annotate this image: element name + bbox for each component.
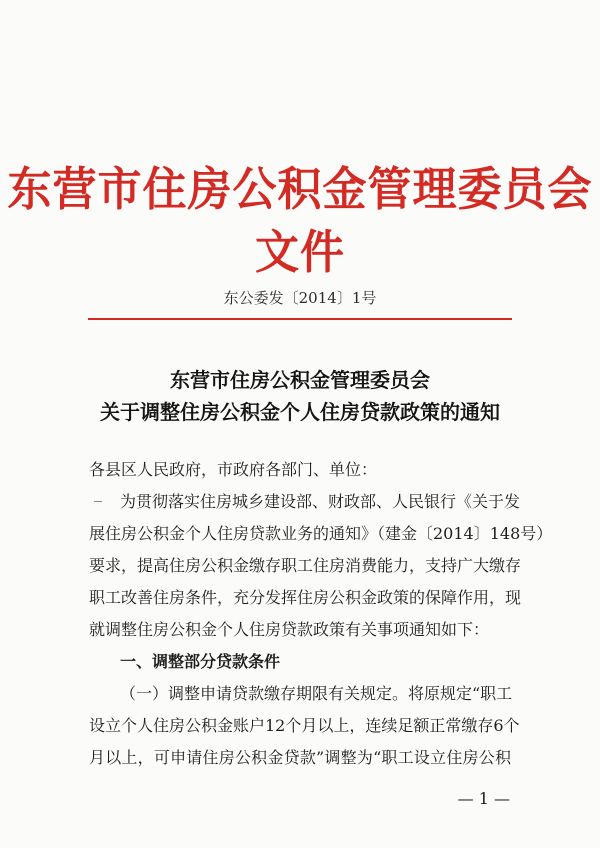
notice-title-line-1: 东营市住房公积金管理委员会	[170, 368, 430, 392]
red-divider-line	[88, 318, 512, 320]
paragraph-2-line-2: 设立个人住房公积金账户12个月以上，连续足额正常缴存6个	[89, 716, 520, 735]
paragraph-1-line-4: 职工改善住房条件，充分发挥住房公积金政策的保障作用，现	[89, 588, 522, 607]
paragraph-2-line-3: 月以上，可申请住房公积金贷款”调整为“职工设立住房公积	[89, 748, 511, 767]
paragraph-1-line-5: 就调整住房公积金个人住房贷款政策有关事项通知如下：	[89, 620, 490, 639]
paragraph-1-line-2: 展住房公积金个人住房贷款业务的通知》（建金〔2014〕148号）	[89, 524, 553, 543]
paragraph-1-line-1: 为贯彻落实住房城乡建设部、财政部、人民银行《关于发	[120, 492, 521, 511]
margin-dash-mark	[94, 501, 102, 502]
document-number: 东公委发〔2014〕1号	[223, 289, 377, 307]
page-number: — 1 —	[457, 789, 510, 808]
issuer-title: 东营市住房公积金管理委员会文件	[7, 163, 593, 280]
addressee-line: 各县区人民政府，市政府各部门、单位：	[89, 460, 378, 479]
section-1-heading: 一、调整部分贷款条件	[120, 652, 281, 671]
notice-title-line-2: 关于调整住房公积金个人住房贷款政策的通知	[100, 400, 500, 424]
paragraph-1-line-3: 要求，提高住房公积金缴存职工住房消费能力，支持广大缴存	[89, 556, 522, 575]
paragraph-2-line-1: （一）调整申请贷款缴存期限有关规定。将原规定“职工	[120, 684, 513, 703]
